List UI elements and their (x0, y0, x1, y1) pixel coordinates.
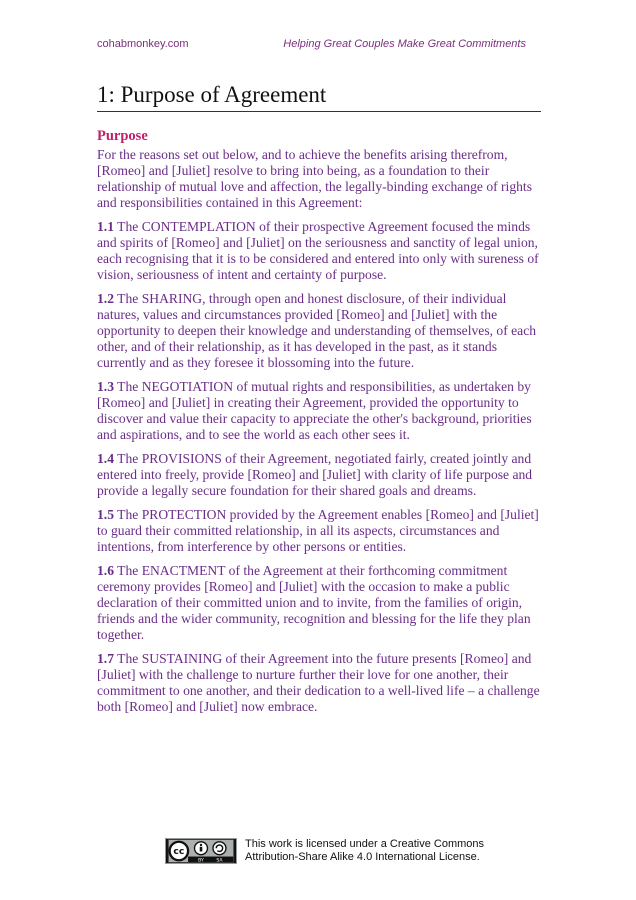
clause-text: The PROVISIONS of their Agreement, negotiated fairly, created jointly and entered into freely, provide [Romeo] and [Juliet] with clarity of life purpose and provide a legally secure foundation for their shared goals and dreams. (97, 451, 533, 498)
clause-text: The CONTEMPLATION of their prospective Agreement focused the minds and spirits of [Romeo] and [Juliet] on the seriousness and sanctity of legal union, each recognising that it is to be considered and entered into only with sureness of vision, seriousness of intent and certainty of purpose. (97, 219, 539, 282)
license-line-1: This work is licensed under a Creative Commons (245, 838, 485, 850)
license-footer (165, 838, 484, 864)
creative-commons-badge-icon[interactable] (165, 838, 237, 864)
cc-mark: cc (173, 846, 185, 858)
clause-number: 1.4 (97, 451, 114, 466)
clause-1-5 (97, 507, 541, 555)
clause-1-2 (97, 291, 541, 371)
license-line-2: Attribution-Share Alike 4.0 International License. (245, 851, 480, 863)
clause-1-4 (97, 451, 541, 499)
sa-label: SA (216, 858, 223, 864)
clause-text: The ENACTMENT of the Agreement at their forthcoming commitment ceremony provides [Romeo] and [Juliet] with the occasion to make a public declaration of their committed union and to invite, from the families of origin, friends and the wider community, recognition and blessing for the life they plan together. (97, 563, 531, 642)
clause-number: 1.7 (97, 651, 114, 666)
section-heading: Purpose (97, 128, 148, 144)
clause-1-1 (97, 219, 541, 283)
page-title: 1: Purpose of Agreement (97, 82, 541, 112)
license-text[interactable] (245, 838, 484, 864)
header-tagline: Helping Great Couples Make Great Commitments (283, 38, 526, 50)
by-label: BY (198, 858, 204, 864)
clause-number: 1.1 (97, 219, 114, 234)
clause-number: 1.5 (97, 507, 114, 522)
header-site-link[interactable]: cohabmonkey.com (97, 38, 189, 50)
clause-1-7 (97, 651, 541, 715)
clause-1-3 (97, 379, 541, 443)
clause-number: 1.6 (97, 563, 114, 578)
clause-text: The SHARING, through open and honest disclosure, of their individual natures, values and circumstances provided [Romeo] and [Juliet] with the opportunity to deepen their knowledge and understanding of themselves, of each other, and of their relationship, as it has developed in the past, as it stands currently and as they foresee it blossoming into the future. (97, 291, 537, 370)
clause-text: The PROTECTION provided by the Agreement enables [Romeo] and [Juliet] to guard their committed relationship, in all its aspects, circumstances and intentions, from interference by other persons or entities. (97, 507, 539, 554)
agreement-content (97, 128, 541, 723)
intro-paragraph: For the reasons set out below, and to achieve the benefits arising therefrom, [Romeo] and [Juliet] resolve to bring into being, as a foundation to their relationship of mutual love and affection, the legally-binding exchange of rights and responsibilities contained in this Agreement: (97, 147, 532, 210)
clause-number: 1.3 (97, 379, 114, 394)
clause-text: The SUSTAINING of their Agreement into the future presents [Romeo] and [Juliet] with the challenge to nurture further their love for one another, their commitment to one another, and their dedication to a well-lived life – a challenge both [Romeo] and [Juliet] now embrace. (97, 651, 540, 714)
clause-1-6 (97, 563, 541, 643)
clause-text: The NEGOTIATION of mutual rights and responsibilities, as undertaken by [Romeo] and [Juliet] in creating their Agreement, provided the opportunity to discover and value their capacity to appreciate the other's background, priorities and aspirations, and to see the world as each other sees it. (97, 379, 532, 442)
clause-number: 1.2 (97, 291, 114, 306)
